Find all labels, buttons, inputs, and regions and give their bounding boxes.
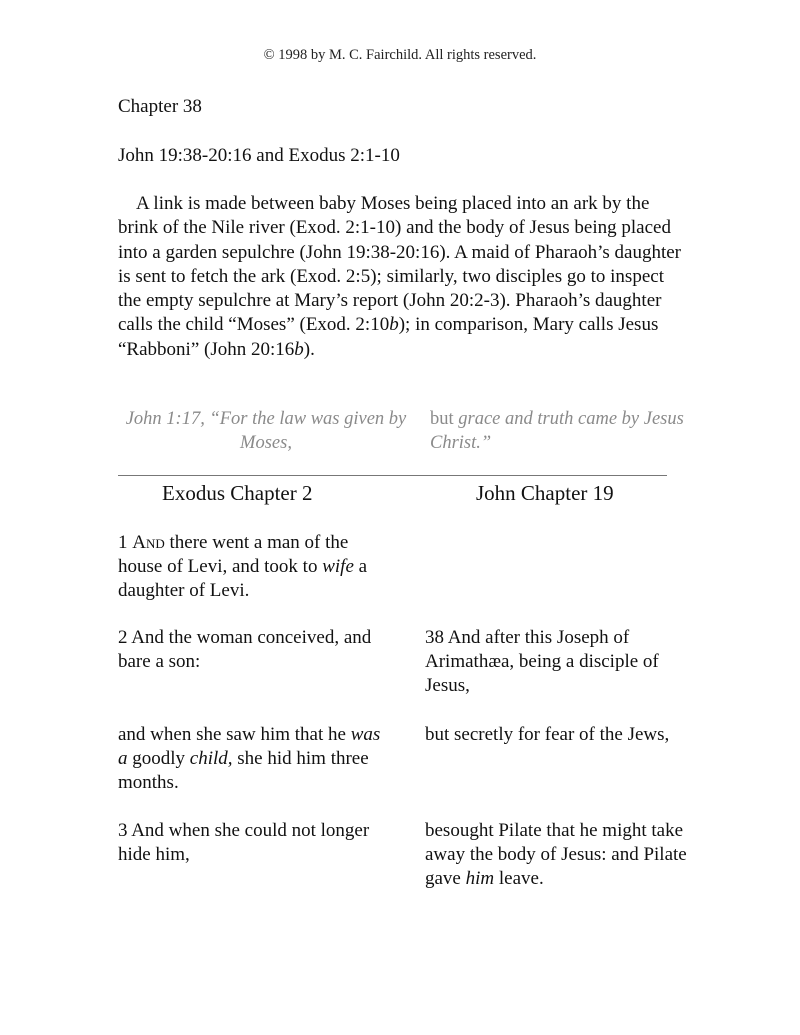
text-segment: leave. bbox=[494, 868, 544, 889]
text-segment: him bbox=[465, 868, 495, 889]
text-segment: b bbox=[389, 314, 399, 336]
verse-john-38b bbox=[425, 723, 705, 747]
passage-reference: John 19:38-20:16 and Exodus 2:1-10 bbox=[118, 145, 400, 166]
text-segment: wife bbox=[322, 556, 354, 577]
intro-paragraph bbox=[118, 192, 688, 362]
epigraph-right-italic: grace and truth came by Jesus Christ.” bbox=[430, 409, 684, 453]
text-segment: And bbox=[132, 532, 165, 553]
text-segment: she hid him three months. bbox=[118, 748, 369, 793]
text-segment: 38 And after this Joseph of Arimathæa, being a disciple of Jesus, bbox=[425, 627, 659, 696]
text-segment: A link is made between baby Moses being placed into an ark by the brink of the Nile river (Exod. 2:1-10) and the body of Jesus being placed into a garden sepulchre (John 19:38-20:16). A maid of Pharaoh’s daughter is sent to fetch the ark (Exod. 2:5); similarly, two disciples go to inspect the empty sepulchre at Mary’s report (John 20:2-3). Pharaoh’s daughter calls the child “Moses” (Exod. 2:10 bbox=[118, 193, 682, 336]
text-segment: ). bbox=[303, 338, 315, 360]
text-segment: but secretly for fear of the Jews, bbox=[425, 724, 670, 745]
verse-john-38c bbox=[425, 819, 705, 891]
text-segment: a daughter of Levi. bbox=[118, 556, 368, 601]
text-segment: goodly bbox=[127, 748, 190, 769]
text-segment: b bbox=[294, 338, 304, 360]
verse-exodus-2a bbox=[118, 626, 393, 674]
verse-exodus-1 bbox=[118, 531, 393, 603]
text-segment: 3 And when she could not longer hide him, bbox=[118, 820, 370, 865]
verse-john-38a bbox=[425, 626, 705, 698]
text-segment: child, bbox=[189, 748, 233, 769]
column-header-john: John Chapter 19 bbox=[476, 481, 614, 505]
text-segment: and when she saw him that he bbox=[118, 724, 351, 745]
text-segment: besought Pilate that he might take away the body of Jesus: and Pilate gave bbox=[425, 820, 687, 889]
text-segment: ); in comparison, Mary calls Jesus “Rabboni” (John 20:16 bbox=[118, 314, 659, 360]
epigraph-right-plain: but bbox=[430, 409, 454, 429]
verse-exodus-2b bbox=[118, 723, 393, 795]
text-segment: 2 And the woman conceived, and bare a son: bbox=[118, 627, 372, 672]
text-segment: there went a man of the house of Levi, and took to bbox=[118, 532, 349, 577]
text-segment: was a bbox=[118, 724, 381, 769]
chapter-title: Chapter 38 bbox=[118, 96, 202, 117]
epigraph-left: John 1:17, “For the law was given by Moses, bbox=[125, 409, 407, 453]
epigraph-right bbox=[430, 407, 690, 455]
text-segment: 1 bbox=[118, 532, 133, 553]
verse-exodus-3 bbox=[118, 819, 393, 867]
section-divider bbox=[118, 475, 667, 476]
column-header-exodus: Exodus Chapter 2 bbox=[162, 481, 313, 505]
copyright-notice: © 1998 by M. C. Fairchild. All rights reserved. bbox=[263, 47, 537, 63]
